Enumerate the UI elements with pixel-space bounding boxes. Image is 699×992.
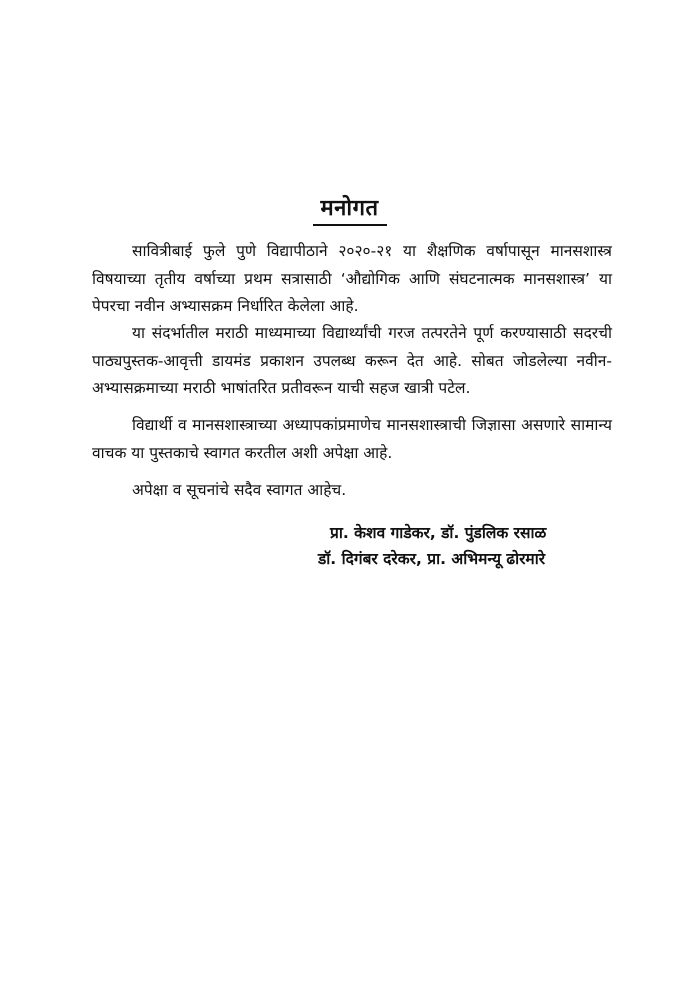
page-title: मनोगत [313, 192, 387, 226]
paragraph-2: या संदर्भातील मराठी माध्यमाच्या विद्यार्थ्यांची गरज तत्परतेने पूर्ण करण्यासाठी सदरची पाठ्यपुस्तक-आवृत्ती डायमंड प्रकाशन उपलब्ध करून देत आहे. सोबत जोडलेल्या नवीन-अभ्यासक्रमाच्या मराठी भाषांतरित प्रतीवरून याची सहज खात्री पटेल. [92, 324, 612, 397]
signatory-line-1: प्रा. केशव गाडेकर, डॉ. पुंडलिक रसाळ [330, 524, 547, 542]
signatory-line-2: डॉ. दिगंबर दरेकर, प्रा. अभिमन्यू ढोरमारे [318, 550, 546, 568]
title-container [0, 192, 699, 226]
paragraph-3: विद्यार्थी व मानसशास्त्राच्या अध्यापकांप्रमाणेच मानसशास्त्राची जिज्ञासा असणारे सामान्य वाचक या पुस्तकाचे स्वागत करतील अशी अपेक्षा आहे. [92, 416, 612, 462]
paragraph-4: अपेक्षा व सूचनांचे सदैव स्वागत आहेच. [132, 481, 347, 499]
paragraph-1: सावित्रीबाई फुले पुणे विद्यापीठाने २०२०-२१ या शैक्षणिक वर्षापासून मानसशास्त्र विषयाच्या तृतीय वर्षाच्या प्रथम सत्रासाठी ‘औद्योगिक आणि संघटनात्मक मानसशास्त्र’ या पेपरचा नवीन अभ्यासक्रम निर्धारित केलेला आहे. [92, 242, 612, 315]
